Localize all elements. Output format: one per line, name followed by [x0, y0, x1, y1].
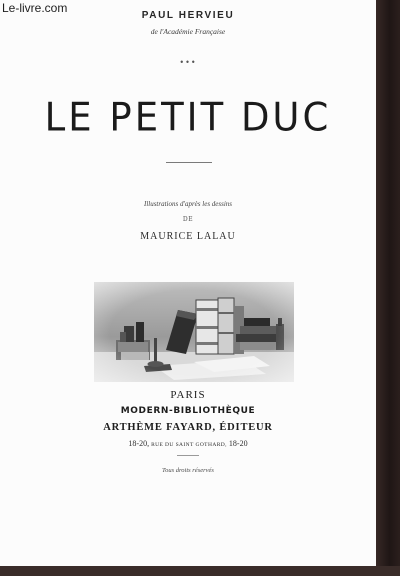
watermark-label: Le-livre.com: [2, 1, 68, 15]
still-life-books-icon: [94, 282, 294, 382]
publisher-name: ARTHÈME FAYARD, ÉDITEUR: [103, 422, 273, 433]
publisher-address: [0, 439, 376, 448]
address-number-end: 18-20: [228, 439, 248, 448]
address-street: RUE DU SAINT GOTHARD,: [151, 442, 227, 448]
ornament-dots: •••: [179, 58, 197, 67]
scan-right-edge: [374, 0, 400, 576]
collection-name: MODERN-BIBLIOTHÈQUE: [120, 406, 256, 416]
title-rule: [166, 162, 212, 163]
illustrations-credit: Illustrations d'après les dessins: [143, 200, 233, 208]
rights-notice: Tous droits réservés: [162, 467, 214, 474]
author-name: PAUL HERVIEU: [141, 10, 235, 21]
address-number-start: 18-20,: [128, 439, 150, 448]
publication-city: PARIS: [170, 389, 206, 401]
footer-rule: [177, 455, 199, 456]
still-life-illustration: [94, 282, 294, 382]
illustrator-name: MAURICE LALAU: [140, 231, 236, 242]
scan-bottom-edge: [0, 566, 400, 576]
credit-de: DE: [182, 216, 194, 223]
book-title: LE PETIT DUC: [44, 94, 332, 141]
author-affiliation: de l'Académie Française: [150, 27, 226, 36]
